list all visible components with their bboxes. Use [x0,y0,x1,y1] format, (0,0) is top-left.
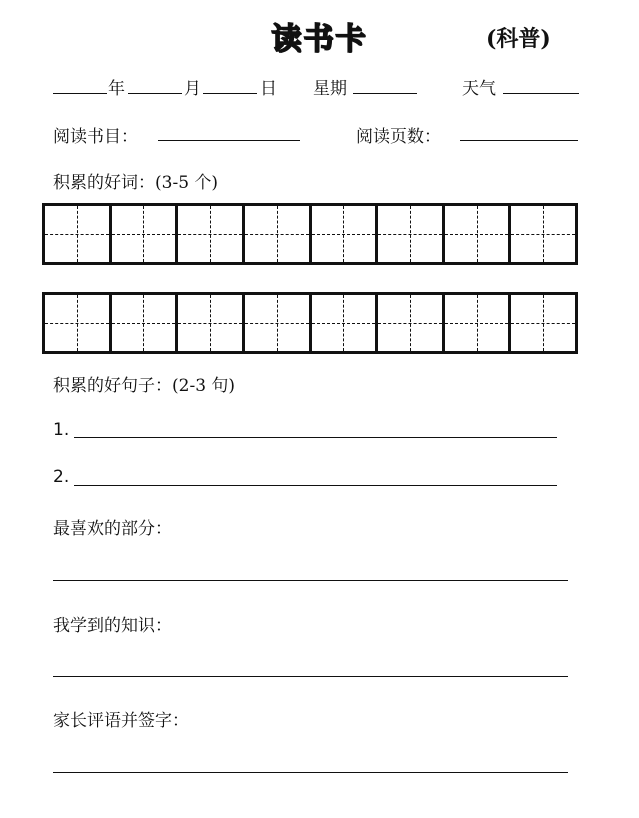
favorite-line[interactable] [53,580,568,581]
word-cell[interactable] [508,295,575,351]
knowledge-line[interactable] [53,676,568,677]
word-grid-row-1 [42,203,578,265]
favorite-section-label: 最喜欢的部分： [53,519,172,539]
book-title-label: 阅读书目： [53,127,138,147]
word-cell[interactable] [242,295,309,351]
parent-section-label: 家长评语并签字： [53,711,189,731]
sentences-section-label: 积累的好句子：(2-3 句) [53,376,236,396]
day-label: 日 [260,79,277,99]
sentence-line-2[interactable] [74,485,557,486]
word-cell[interactable] [309,206,376,262]
word-cell[interactable] [109,206,176,262]
word-cell[interactable] [175,295,242,351]
month-blank[interactable] [128,93,182,94]
word-cell[interactable] [45,206,109,262]
pages-blank[interactable] [460,140,578,141]
card-subtitle: (科普) [486,26,551,52]
word-cell[interactable] [242,206,309,262]
day-blank[interactable] [203,93,257,94]
year-label: 年 [108,79,125,99]
word-cell[interactable] [175,206,242,262]
word-cell[interactable] [442,206,509,262]
parent-signature-line[interactable] [53,772,568,773]
weekday-blank[interactable] [353,93,417,94]
year-blank[interactable] [53,93,107,94]
weather-blank[interactable] [503,93,579,94]
word-cell[interactable] [442,295,509,351]
word-grid-row-2 [42,292,578,354]
book-title-blank[interactable] [158,140,300,141]
pages-label: 阅读页数： [356,127,441,147]
word-cell[interactable] [109,295,176,351]
card-title: 读书卡 [271,22,368,57]
weather-label: 天气 [462,79,496,99]
word-cell[interactable] [45,295,109,351]
sentence-number-1: 1. [53,420,70,440]
word-cell[interactable] [375,206,442,262]
word-cell[interactable] [508,206,575,262]
month-label: 月 [184,79,201,99]
sentence-line-1[interactable] [74,437,557,438]
word-cell[interactable] [375,295,442,351]
sentence-number-2: 2. [53,467,70,487]
words-section-label: 积累的好词：(3-5 个) [53,173,219,193]
word-cell[interactable] [309,295,376,351]
weekday-label: 星期 [313,79,347,99]
knowledge-section-label: 我学到的知识： [53,616,172,636]
